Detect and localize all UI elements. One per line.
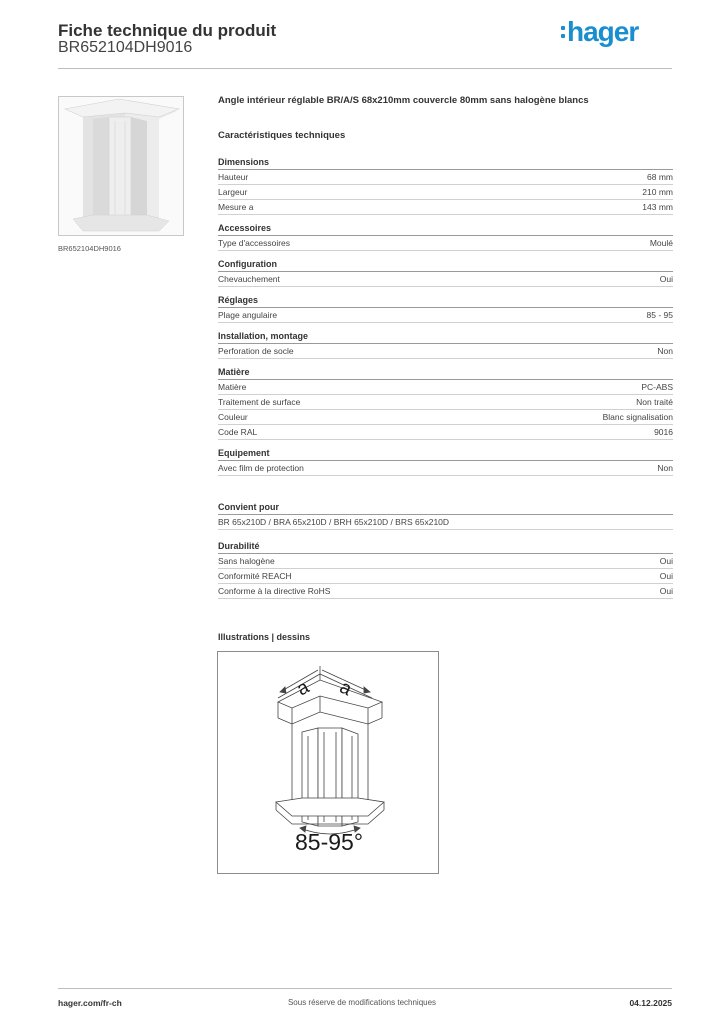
spec-label: Conformité REACH — [218, 571, 292, 581]
product-name: Angle intérieur réglable BR/A/S 68x210mm couvercle 80mm sans halogène blancs — [218, 95, 589, 106]
product-thumbnail — [58, 96, 184, 236]
group-title: Dimensions — [218, 156, 673, 170]
angle-range-label: 85-95° — [295, 829, 364, 855]
header-divider — [58, 68, 672, 69]
spec-value: 210 mm — [642, 187, 673, 197]
spec-value: Non traité — [636, 397, 673, 407]
spec-value: 9016 — [654, 427, 673, 437]
spec-row — [218, 569, 673, 584]
spec-label: Traitement de surface — [218, 397, 301, 407]
spec-group — [218, 156, 673, 215]
footer-divider — [58, 988, 672, 989]
spec-group — [218, 366, 673, 440]
hager-logo — [567, 16, 638, 48]
spec-value: Moulé — [649, 238, 673, 248]
spec-label: Hauteur — [218, 172, 249, 182]
group-title: Réglages — [218, 294, 673, 308]
spec-groups — [218, 156, 673, 476]
spec-label: Couleur — [218, 412, 248, 422]
group-title: Matière — [218, 366, 673, 380]
brand-name: hager — [567, 16, 639, 47]
illustrations-heading: Illustrations | dessins — [218, 632, 311, 642]
group-title: Configuration — [218, 258, 673, 272]
spec-row — [218, 515, 673, 530]
spec-row — [218, 272, 673, 287]
spec-value: Oui — [659, 556, 673, 566]
spec-group — [218, 222, 673, 251]
spec-value: Oui — [659, 274, 673, 284]
spec-row — [218, 200, 673, 215]
thumbnail-caption: BR652104DH9016 — [58, 244, 121, 253]
spec-label: Chevauchement — [218, 274, 280, 284]
spec-row — [218, 380, 673, 395]
spec-label: Code RAL — [218, 427, 258, 437]
spec-label: Conforme à la directive RoHS — [218, 586, 331, 596]
spec-group — [218, 258, 673, 287]
spec-label: Plage angulaire — [218, 310, 278, 320]
footer-link[interactable]: hager.com/fr-ch — [58, 998, 122, 1008]
spec-row — [218, 308, 673, 323]
spec-value: Blanc signalisation — [602, 412, 673, 422]
spec-group — [218, 330, 673, 359]
spec-label: Largeur — [218, 187, 248, 197]
spec-label: Perforation de socle — [218, 346, 294, 356]
spec-group — [218, 294, 673, 323]
group-title: Accessoires — [218, 222, 673, 236]
product-image — [59, 97, 183, 235]
group-title: Installation, montage — [218, 330, 673, 344]
spec-label: Mesure a — [218, 202, 254, 212]
group-title: Durabilité — [218, 540, 673, 554]
spec-label: Type d'accessoires — [218, 238, 291, 248]
page-title: Fiche technique du produit — [58, 21, 277, 40]
spec-row — [218, 410, 673, 425]
dimension-a-right: a — [336, 676, 355, 701]
spec-row — [218, 170, 673, 185]
spec-value: Oui — [659, 571, 673, 581]
spec-row — [218, 395, 673, 410]
durability-group — [218, 540, 673, 599]
spec-row — [218, 554, 673, 569]
characteristics-heading: Caractéristiques techniques — [218, 130, 346, 141]
logo-dots-icon — [561, 26, 565, 40]
footer-date: 04.12.2025 — [629, 998, 672, 1008]
spec-group — [218, 447, 673, 476]
spec-row — [218, 584, 673, 599]
spec-label: Avec film de protection — [218, 463, 304, 473]
suitable-for-group — [218, 501, 673, 530]
spec-value: Oui — [659, 586, 673, 596]
spec-row — [218, 236, 673, 251]
suitable-for-text: BR 65x210D / BRA 65x210D / BRH 65x210D / BRS 65x210D — [218, 517, 450, 527]
spec-row — [218, 185, 673, 200]
product-reference: BR652104DH9016 — [58, 39, 193, 56]
spec-label: Matière — [218, 382, 247, 392]
group-title: Convient pour — [218, 501, 673, 515]
spec-value: Non — [657, 346, 673, 356]
spec-value: 85 - 95 — [646, 310, 673, 320]
group-title: Equipement — [218, 447, 673, 461]
dimension-a-left: a — [293, 676, 313, 701]
spec-label: Sans halogène — [218, 556, 275, 566]
spec-value: PC-ABS — [641, 382, 673, 392]
spec-row — [218, 344, 673, 359]
spec-row — [218, 461, 673, 476]
footer-note: Sous réserve de modifications techniques — [287, 998, 437, 1007]
spec-row — [218, 425, 673, 440]
spec-value: 68 mm — [647, 172, 673, 182]
spec-value: 143 mm — [642, 202, 673, 212]
main-content — [218, 95, 673, 606]
spec-value: Non — [657, 463, 673, 473]
